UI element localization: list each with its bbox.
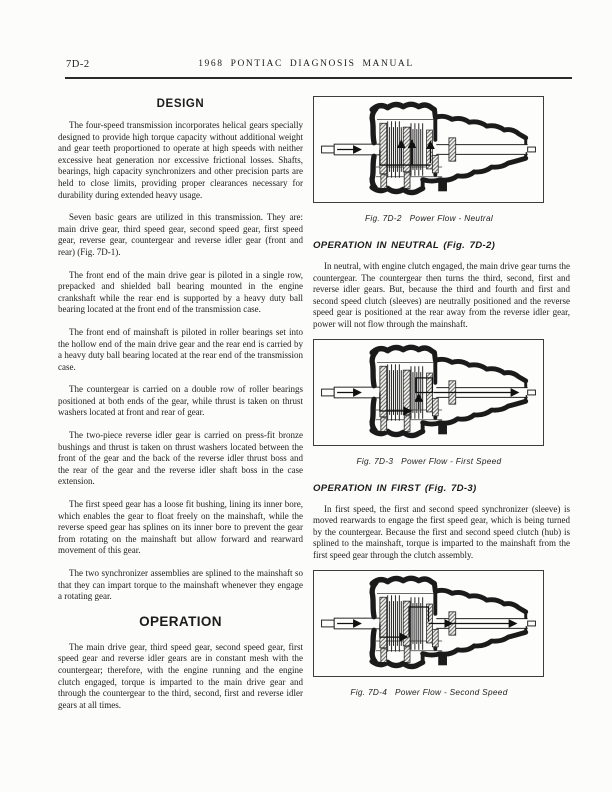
figure-power-flow-neutral <box>313 96 570 223</box>
right-column <box>313 96 570 722</box>
figure-frame <box>313 570 544 677</box>
figure-power-flow-second-speed <box>313 570 570 697</box>
figure-caption: Fig. 7D-3 Power Flow - First Speed <box>356 455 502 466</box>
design-paragraph: The first speed gear has a loose fit bushing, lining its inner bore, which enables the gear to float freely on the mainshaft, while the reverse speed gear has splines on its inner bore to prevent the gear from rotating on the mainshaft but allow forward and rearward movement of this gear. <box>58 499 303 556</box>
design-paragraph: The four-speed transmission incorporates helical gears specially designed to provide high torque capacity without additional weight and gear teeth proportioned to operate at high speeds with neither excessive heat generation nor excessive frictional losses. Shafts, bearings, high capacity synchronizers and other precision parts are held to close limits, providing proper clearances necessary for durability during extended heavy usage. <box>58 120 303 200</box>
figure-caption: Fig. 7D-4 Power Flow - Second Speed <box>350 686 508 697</box>
section-heading-first: OPERATION IN FIRST (Fig. 7D-3) <box>313 482 477 494</box>
page-title: 1968 PONTIAC DIAGNOSIS MANUAL <box>198 59 414 69</box>
page-content <box>58 96 570 722</box>
operation-paragraph: The main drive gear, third speed gear, second speed gear, first speed gear and reverse idler gears are in constant mesh with the countergear; therefore, with the engine running and the engine clutch engaged, torque is imparted to the main drive gear and through the countergear to the third, second, first and reverse idler gears at all times. <box>58 641 303 710</box>
page-number: 7D-2 <box>66 59 90 70</box>
design-paragraph: The two synchronizer assemblies are splined to the mainshaft so that they can impart torque to the mainshaft whenever they engage a rotating gear. <box>58 568 303 602</box>
design-paragraph: The front end of the main drive gear is piloted in a single row, prepacked and shielded ball bearing mounted in the engine crankshaft while the rear end is supported by a heavy duty ball bearing located at the front end of the transmission case. <box>58 269 303 315</box>
section-heading-neutral: OPERATION IN NEUTRAL (Fig. 7D-2) <box>313 240 496 251</box>
figure-power-flow-first-speed <box>313 339 570 466</box>
design-paragraph: Seven basic gears are utilized in this transmission. They are: main drive gear, third speed gear, second speed gear, first speed gear, reverse gear, countergear and reverse idler gear (front and rear) (Fig. 7D-1). <box>58 212 303 257</box>
transmission-cross-section-neutral-diagram <box>314 97 543 202</box>
design-paragraph: The front end of mainshaft is piloted in roller bearings set into the hollow end of the main drive gear and the rear end is carried by a heavy duty ball bearing located at the rear end of the transmission case. <box>58 326 303 372</box>
transmission-cross-section-second-speed-diagram <box>314 571 543 676</box>
figure-frame <box>313 339 544 446</box>
operation-heading: OPERATION <box>139 613 222 629</box>
section-body-neutral: In neutral, with engine clutch engaged, the main drive gear turns the countergear. The countergear then turns the third, second, first and reverse idler gears. But, because the third and fourth and first and second speed clutch (sleeves) are neutrally positioned and the reverse speed gear is positioned at the rear away from the reverse idler gear, power will not flow through the mainshaft. <box>313 261 570 329</box>
design-paragraph: The two-piece reverse idler gear is carried on press-fit bronze bushings and thrust is taken on thrust washers located between the front of the gear and the back of the reverse idler thrust boss and the rear of the gear and the reverse idler shaft boss in the case extension. <box>58 430 303 487</box>
design-paragraph: The countergear is carried on a double row of roller bearings positioned at both ends of the gear, while thrust is taken on thrust washers located at front and rear of gear. <box>58 384 303 418</box>
transmission-cross-section-first-speed-diagram <box>314 340 543 445</box>
figure-frame <box>313 96 544 203</box>
figure-caption: Fig. 7D-2 Power Flow - Neutral <box>364 213 494 223</box>
left-column <box>58 96 303 722</box>
header-rule <box>65 77 572 79</box>
section-body-first: In first speed, the first and second speed synchronizer (sleeve) is moved rearwards to engage the first speed gear, which is being turned by the countergear. Because the first and second speed clutch (hub) is splined to the mainshaft, torque is imparted to the mainshaft from the first speed gear through the clutch assembly. <box>313 503 570 560</box>
design-heading: DESIGN <box>156 98 205 110</box>
